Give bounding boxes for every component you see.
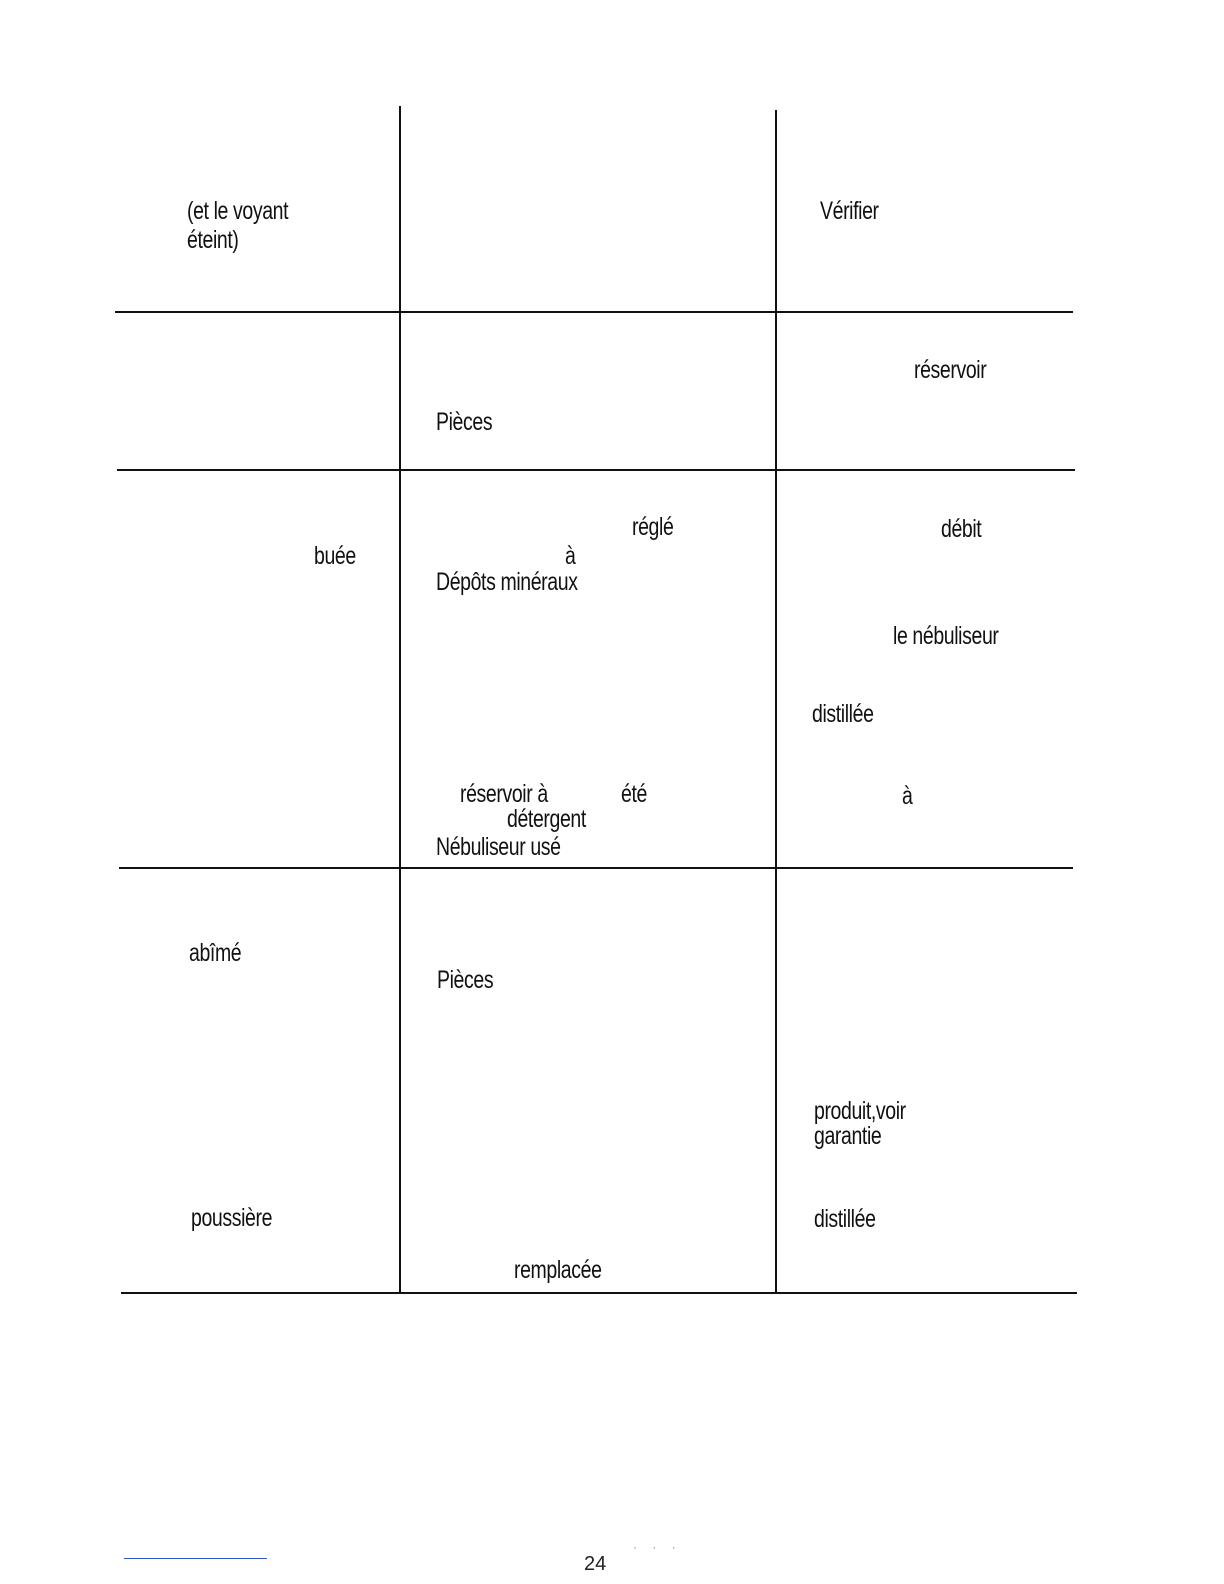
cause-text: à [565,542,576,570]
solution-text: réservoir [914,356,987,384]
problem-text: abîmé [189,939,242,967]
cause-text: réservoir à [460,780,548,808]
cause-text: Nébuliseur usé [436,833,561,861]
cause-text: Pièces [437,966,494,994]
problem-text: poussière [191,1204,273,1232]
problem-text: (et le voyant [187,197,289,225]
footer-rule [124,1558,267,1559]
column-divider-1 [399,106,401,1294]
problem-text: buée [314,542,356,570]
cause-text: remplacée [514,1256,602,1284]
row-separator-3 [119,867,1073,869]
cause-text: été [621,780,647,808]
row-separator-2 [117,469,1075,471]
solution-text: à [902,782,913,810]
row-separator-4 [121,1292,1077,1294]
cause-text: réglé [632,513,674,541]
row-separator-1 [115,311,1073,313]
solution-text: distillée [814,1205,876,1233]
column-divider-2 [775,110,777,1294]
page-number: 24 [584,1553,607,1575]
solution-text: débit [941,515,982,543]
solution-text: distillée [812,700,874,728]
problem-text: éteint) [187,226,239,254]
cause-text: Pièces [436,408,493,436]
cause-text: détergent [507,805,586,833]
solution-text: garantie [814,1122,882,1150]
cause-text: Dépôts minéraux [436,568,578,596]
solution-text: le nébuliseur [893,622,999,650]
solution-text: Vérifier [820,197,879,225]
scan-specks: · · · [633,1540,682,1554]
solution-text: produit,voir [814,1097,906,1125]
